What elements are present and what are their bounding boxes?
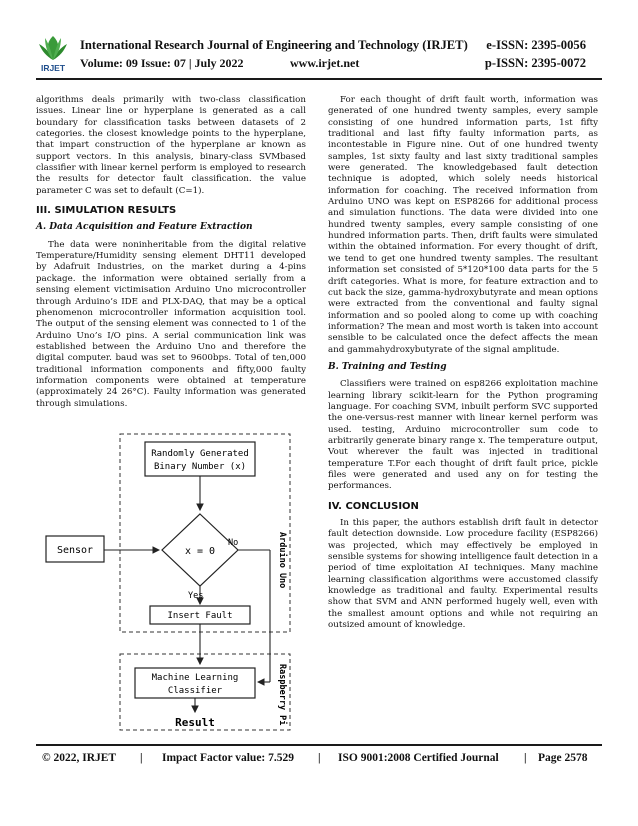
footer-separator: | — [140, 752, 143, 764]
footer-impact-factor: Impact Factor value: 7.529 — [162, 752, 295, 764]
paragraph: Classifiers were trained on esp8266 exploitation machine learning library scikit-learn for the Python programing language. For coaching SVM, inbuilt perform SVC supported the one-versus-rest manner with linear kernel perform was used. testing, Arduino microcontroller sum code to arbitrarily generate binary range x. The temperature output, Vout wherever the fault was injected in traditional temperature T.For each thought of drift fault price, pickle files were generated and used any on for testing the performances. — [328, 379, 598, 492]
paragraph: The data were noninheritable from the digital relative Temperature/Humidity sensing element DHT11 developed by Adafruit Industries, on the market during a 4-pins package. the information were obtained serially from a sensing element victimisation Arduino Uno microcontroller through Arduino’s IDE and PLX-DAQ, that may be a optical phenomenon microcontroller information acquisition tool. The output of the sensing element was connected to 1 of the Arduino Uno’s I/O pins. A serial communication link was established between the Arduino Uno and therefore the digital computer. baud was set to 9600bps. Total of ten,000 traditional information components and fifty,000 faulty information components were obtained at temperature (approximately 24 26°C). Faulty information was generated through simulations. — [36, 239, 306, 409]
paragraph: In this paper, the authors establish drift fault in detector fault detection downside. Low procedure facility (ESP8266) was projected, which may effectively be employed in sensible systems for showing intelligence fault detection in a period of time exploitation AI techniques. Many machine learning classification algorithms were accustomed classify knowledge as traditional and faulty. Experimental results show that SVM and ANN performed hugely well, even with the smallest amount options and while not requiring an outsized amount of knowledge. — [328, 518, 598, 631]
p-issn: p-ISSN: 2395-0072 — [484, 56, 586, 70]
footer-page-number: Page 2578 — [538, 752, 588, 764]
yes-label: Yes — [188, 591, 204, 601]
paragraph: For each thought of drift fault worth, information was generated of one hundred twenty samples, every sample consisting of one hundred information parts, 1st fifty traditional and last fifty faulty information parts, as incontestable in Figure nine. Out of one hundred twenty samples, 1st sixty faulty and last sixty traditional samples were generated. The knowledgebased fault detection technique is adopted, which solely needs historical information for coaching. The received information from Arduino UNO was kept on ESP8266 for additional process and simulation functions. The data were divided into one hundred twenty samples, every sample consisting of one hundred information parts. Then, drift faults were simulated within the obtained information. For every thought of drift, we tend to get one hundred twenty samples. The resultant information set consisted of 5*120*100 data parts for the 5 drift categories. What is more, for feature extraction and to cut back the size, gamma-hydroxybutyrate and mean options were extracted from the conventional and faulty signal information and so pooled along to come up with coaching information? The mean and most worth is taken into account sensible to be calculated once the defect affects the mean and gammahydroxybutyrate of the signal amplitude. — [328, 95, 598, 355]
random-box-line2: Binary Number (x) — [153, 462, 247, 472]
arduino-label: Arduino Uno — [277, 532, 287, 589]
flowchart-figure — [40, 432, 302, 732]
footer-separator: | — [524, 752, 527, 764]
ml-line2: Classifier — [167, 686, 223, 696]
footer-iso: ISO 9001:2008 Certified Journal — [338, 752, 499, 764]
page-footer — [36, 752, 602, 766]
footer-copyright: © 2022, IRJET — [42, 752, 117, 764]
insert-fault-label: Insert Fault — [167, 611, 233, 621]
random-box-line1: Randomly Generated — [151, 449, 249, 459]
footer-separator: | — [318, 752, 321, 764]
header-rule — [36, 78, 602, 80]
irjet-logo — [36, 33, 70, 73]
footer-rule — [36, 744, 602, 746]
journal-title: International Research Journal of Engineering and Technology (IRJET) — [80, 38, 468, 52]
left-column — [36, 95, 306, 410]
subsection-heading: B. Training and Testing — [328, 361, 447, 372]
page-header — [0, 0, 638, 80]
logo-text: IRJET — [40, 63, 66, 73]
raspberry-label: Raspberry Pi — [277, 664, 287, 726]
right-column — [328, 95, 598, 631]
section-heading: III. SIMULATION RESULTS — [36, 205, 177, 217]
decision-label: x = 0 — [184, 546, 216, 557]
section-heading: IV. CONCLUSION — [328, 500, 419, 512]
ml-line1: Machine Learning — [151, 673, 239, 683]
e-issn: e-ISSN: 2395-0056 — [486, 38, 586, 52]
no-label: No — [228, 538, 239, 548]
sensor-label: Sensor — [56, 545, 94, 556]
journal-website[interactable]: www.irjet.net — [290, 56, 360, 70]
paragraph: algorithms deals primarily with two-class classification issues. Linear line or hyperplane is generated as a call boundary for classification tasks between datasets of 2 categories. the closest knowledge points to the hyperplane, that impart construction of the hyperplane ar known as support vectors. In this analysis, binary-class SVMbased classifier with linear kernel perform is employed to research the results for detector fault classification. the value parameter C was set to default (C=1). — [36, 95, 306, 196]
volume-issue: Volume: 09 Issue: 07 | July 2022 — [80, 56, 244, 70]
subsection-heading: A. Data Acquisition and Feature Extraction — [36, 222, 253, 233]
result-label: Result — [175, 716, 215, 729]
